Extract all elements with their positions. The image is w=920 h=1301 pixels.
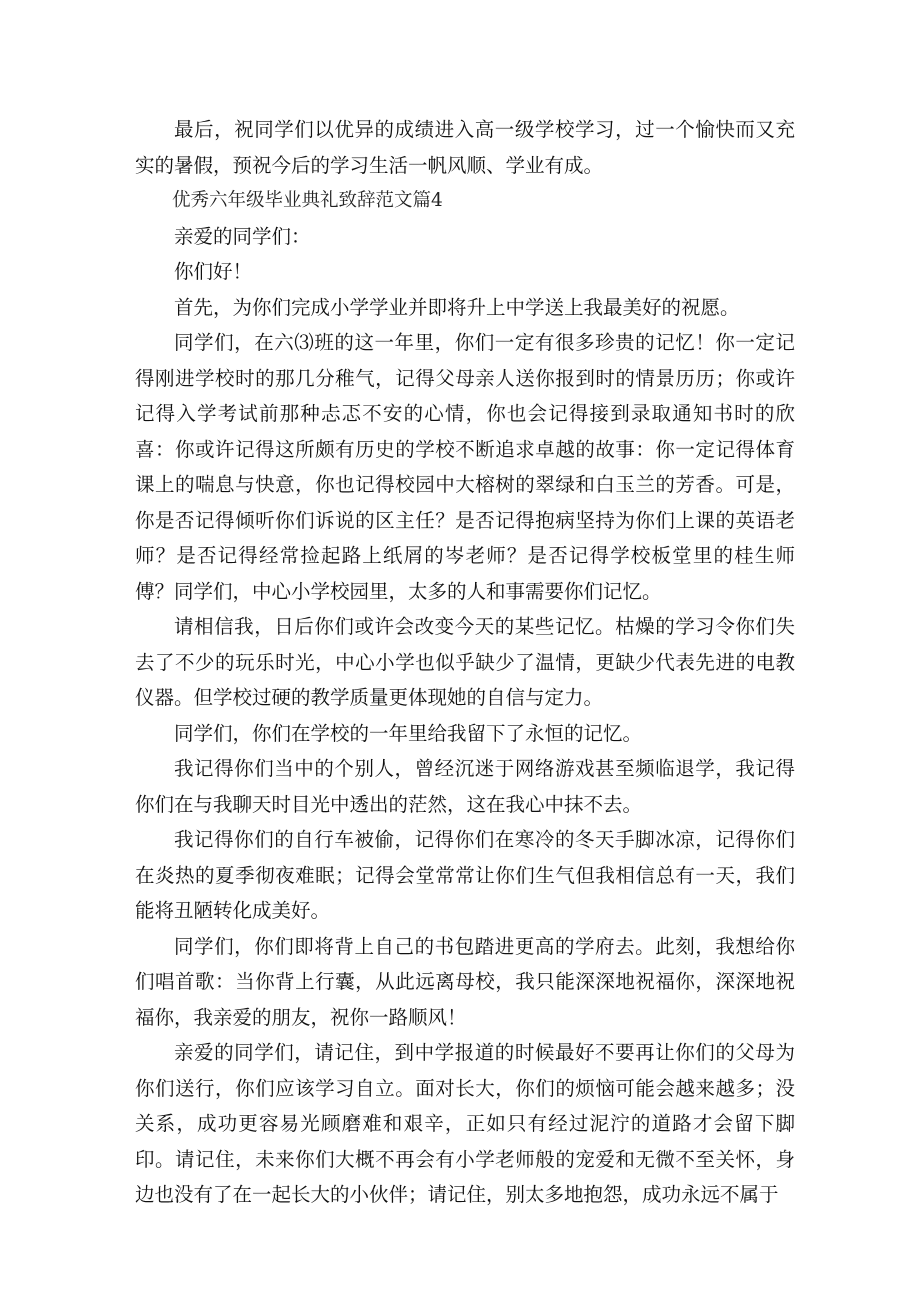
closing-paragraph: 最后，祝同学们以优异的成绩进入高一级学校学习，过一个愉快而又充实的暑假，预祝今后的学习生活一帆风顺、学业有成。 (135, 118, 795, 177)
body-paragraph: 同学们，在六⑶班的这一年里，你们一定有很多珍贵的记忆！你一定记得刚进学校时的那几分稚气，记得父母亲人送你报到时的情景历历；你或许记得入学考试前那种忐忑不安的心情，你也会记得接到录取通知书时的欣喜：你或许记得这所颇有历史的学校不断追求卓越的故事：你一定记得体育课上的喘息与快意，你也记得校园中大榕树的翠绿和白玉兰的芳香。可是，你是否记得倾听你们诉说的区主任？是否记得抱病坚持为你们上课的英语老师？是否记得经常捡起路上纸屑的岑老师？是否记得学校板堂里的桂生师傅？同学们，中心小学校园里，太多的人和事需要你们记忆。 (135, 331, 795, 603)
body-paragraph: 请相信我，日后你们或许会改变今天的某些记忆。枯燥的学习令你们失去了不少的玩乐时光，中心小学也似乎缺少了温情，更缺少代表先进的电教仪器。但学校过硬的教学质量更体现她的自信与定力。 (135, 615, 795, 709)
greeting: 你们好！ (174, 260, 253, 283)
body-paragraph: 同学们，你们在学校的一年里给我留下了永恒的记忆。 (174, 721, 643, 745)
body-paragraph: 我记得你们的自行车被偷，记得你们在寒冷的冬天手脚冰凉，记得你们在炎热的夏季彻夜难眠；记得会堂常常让你们生气但我相信总有一天，我们能将丑陋转化成美好。 (135, 828, 795, 922)
body-paragraph: 首先，为你们完成小学学业并即将升上中学送上我最美好的祝愿。 (174, 295, 740, 319)
body-paragraph: 亲爱的同学们，请记住，到中学报道的时候最好不要再让你们的父母为你们送行，你们应该学习自立。面对长大，你们的烦恼可能会越来越多；没关系，成功更容易光顾磨难和艰辛，正如只有经过泥泞的道路才会留下脚印。请记住，未来你们大概不再会有小学老师般的宠爱和无微不至关怀，身边也没有了在一起长大的小伙伴；请记住，别太多地抱怨，成功永远不属于 (135, 1041, 795, 1206)
body-paragraph: 同学们，你们即将背上自己的书包踏进更高的学府去。此刻，我想给你们唱首歌：当你背上行囊，从此远离母校，我只能深深地祝福你，深深地祝福你，我亲爱的朋友，祝你一路顺风！ (135, 934, 795, 1029)
salutation: 亲爱的同学们： (174, 224, 311, 248)
body-paragraph: 我记得你们当中的个别人，曾经沉迷于网络游戏甚至频临退学，我记得你们在与我聊天时目光中透出的茫然，这在我心中抹不去。 (135, 757, 795, 816)
document-body (135, 112, 795, 1213)
section-heading: 优秀六年级毕业典礼致辞范文篇4 (172, 190, 443, 211)
